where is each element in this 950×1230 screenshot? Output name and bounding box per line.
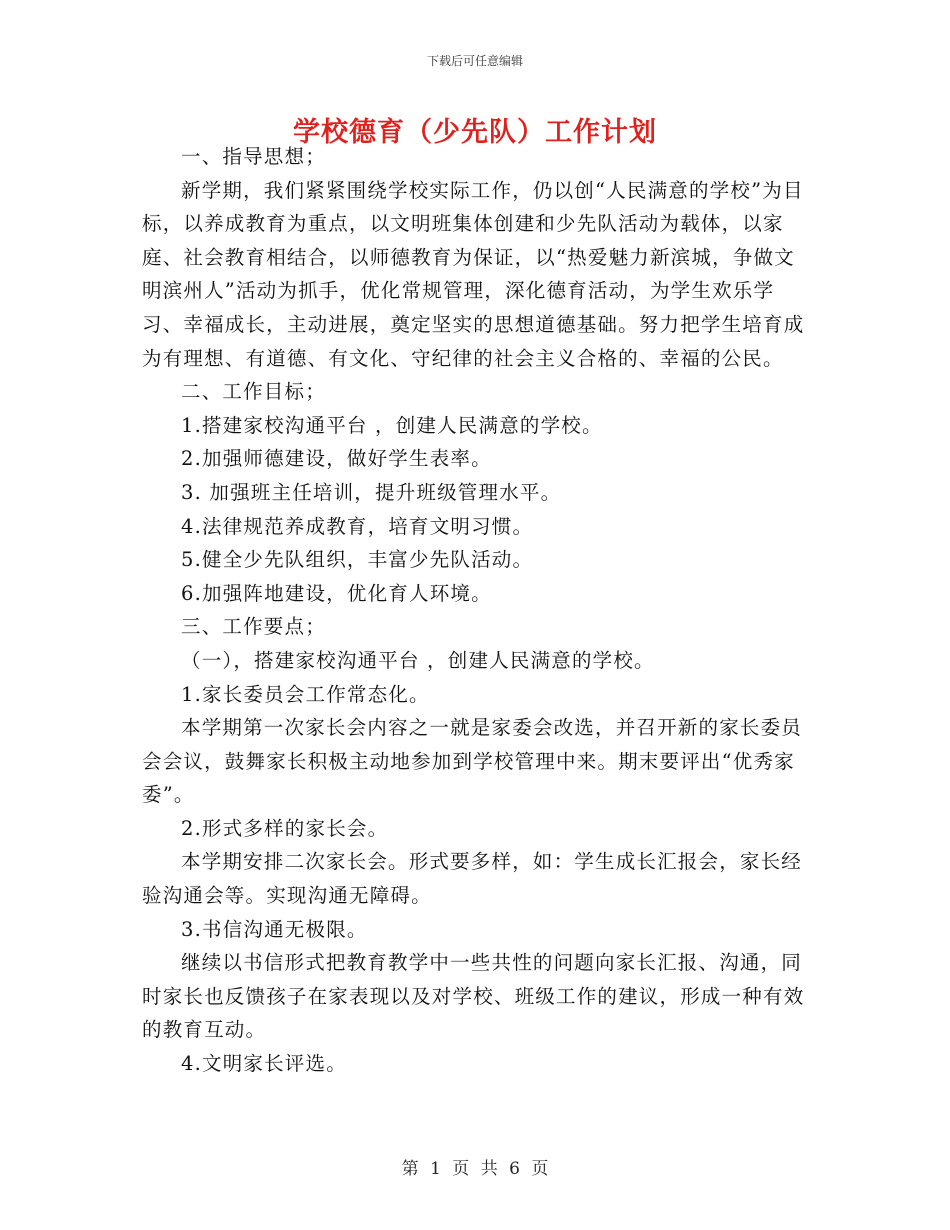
- subsection-heading: （一），搭建家校沟通平台 ，创建人民满意的学校。: [181, 648, 655, 672]
- list-item: 1.搭建家校沟通平台 ，创建人民满意的学校。: [181, 413, 603, 437]
- list-item: 4.文明家长评选。: [181, 1052, 347, 1076]
- section-heading: 三、工作要点；: [181, 615, 326, 639]
- list-item: 5.健全少先队组织，丰富少先队活动。: [181, 548, 534, 572]
- section-heading: 二、工作目标；: [181, 380, 326, 404]
- list-item: 2.加强师德建设，做好学生表率。: [181, 447, 492, 471]
- page-number: 第 1 页 共 6 页: [401, 1159, 549, 1179]
- page-header-note: 下载后可任意编辑: [426, 54, 523, 68]
- list-item: 4.法律规范养成教育，培育文明习惯。: [181, 514, 534, 538]
- document-body: [142, 140, 810, 1081]
- list-item: 3.书信沟通无极限。: [181, 917, 368, 941]
- document-title: 学校德育（少先队）工作计划: [293, 117, 657, 148]
- section-heading: 一、指导思想；: [181, 145, 326, 168]
- body-paragraph: 本学期第一次家长会内容之一就是家委会改选，并召开新的家长委员会会议，鼓舞家长积极主动地参加到学校管理中来。期末要评出“优秀家委”。: [142, 716, 803, 807]
- body-paragraph: 新学期，我们紧紧围绕学校实际工作，仍以创“人民满意的学校”为目标，以养成教育为重点，以文明班集体创建和少先队活动为载体，以家庭、社会教育相结合，以师德教育为保证，以“热爱魅力新滨城，争做文明滨州人”活动为抓手，优化常规管理，深化德育活动，为学生欢乐学习、幸福成长，主动进展，奠定坚实的思想道德基础。努力把学生培育成为有理想、有道德、有文化、守纪律的社会主义合格的、幸福的公民。: [142, 178, 805, 370]
- list-item: 1.家长委员会工作常态化。: [181, 682, 430, 706]
- list-item: 3. 加强班主任培训，提升班级管理水平。: [181, 480, 562, 504]
- body-paragraph: 继续以书信形式把教育教学中一些共性的问题向家长汇报、沟通，同时家长也反馈孩子在家表现以及对学校、班级工作的建议，形成一种有效的教育互动。: [142, 951, 805, 1042]
- list-item: 2.形式多样的家长会。: [181, 816, 389, 840]
- list-item: 6.加强阵地建设，优化育人环境。: [181, 581, 492, 605]
- body-paragraph: 本学期安排二次家长会。形式要多样，如：学生成长汇报会，家长经验沟通会等。实现沟通无障碍。: [142, 850, 803, 908]
